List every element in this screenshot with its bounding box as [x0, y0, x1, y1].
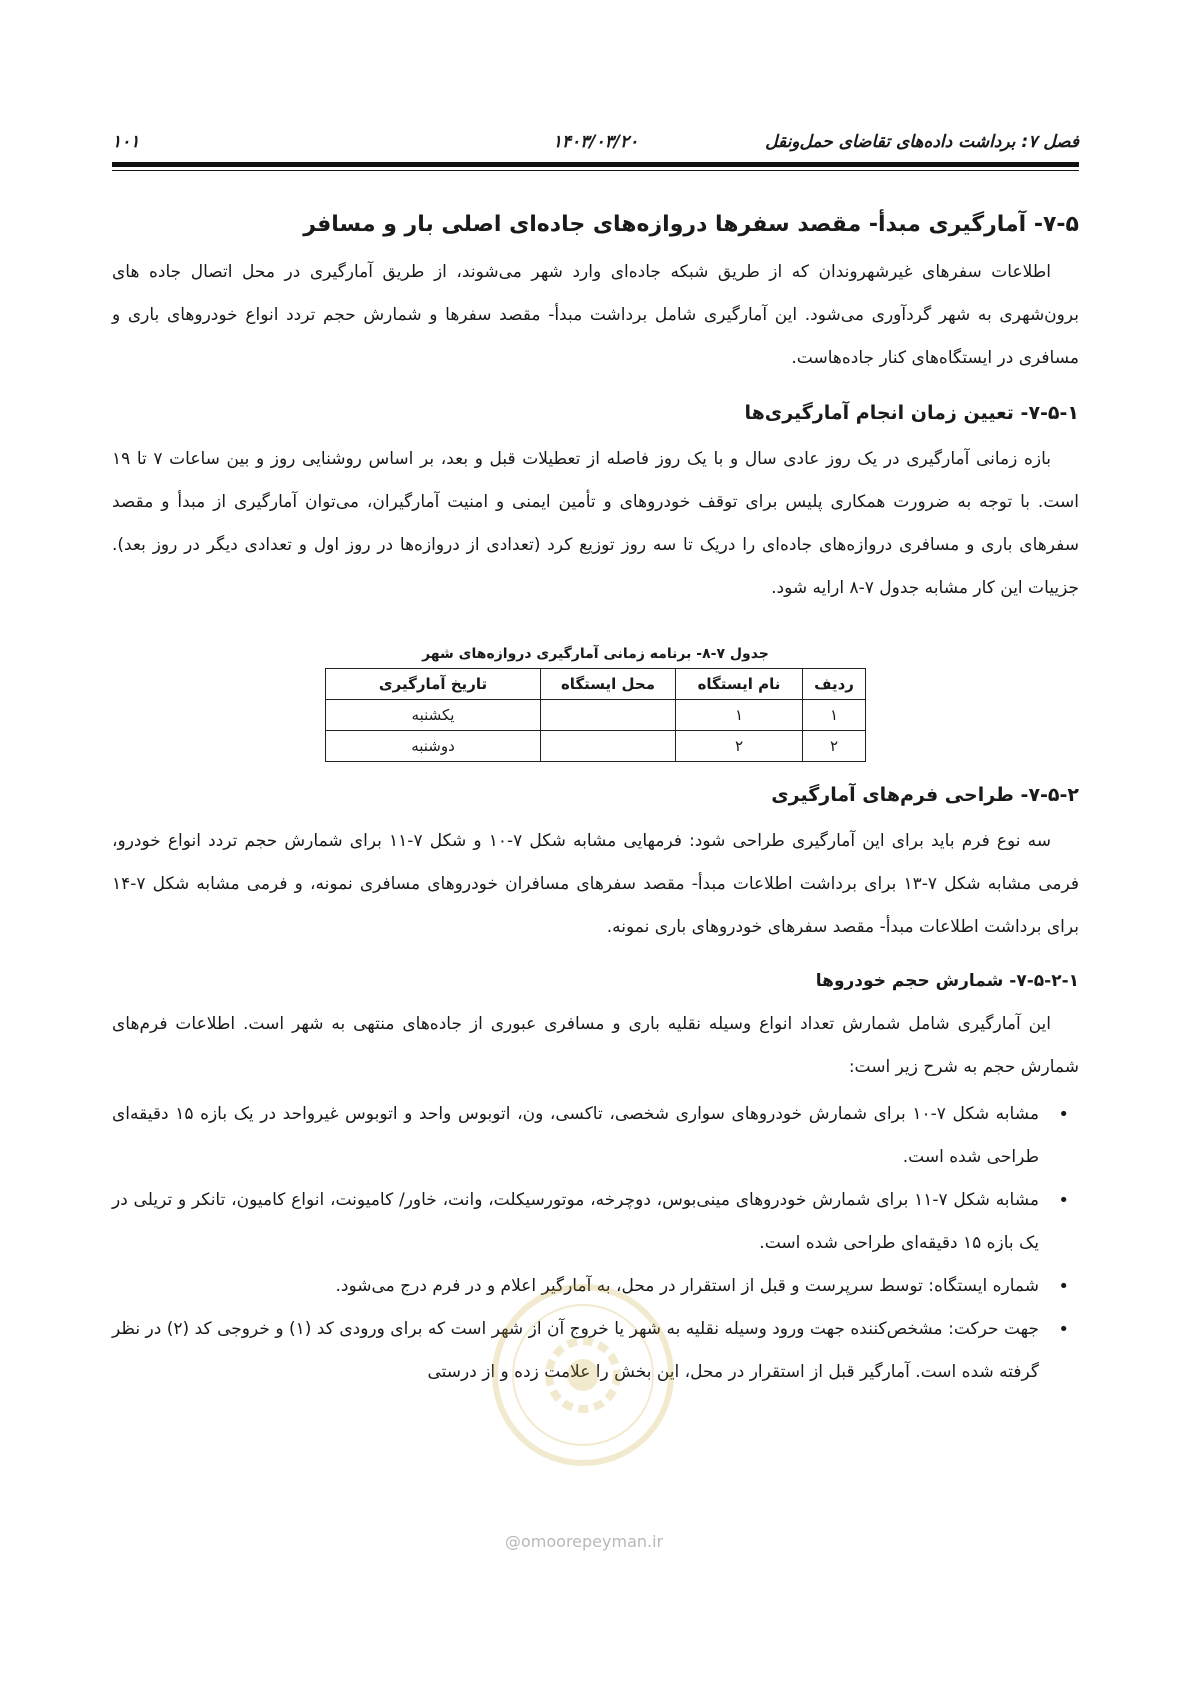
page-header [112, 128, 1079, 162]
table-cell: دوشنبه [326, 731, 541, 762]
table-header-cell: محل ایستگاه [541, 669, 676, 700]
schedule-table [325, 668, 866, 762]
table-row [326, 731, 866, 762]
table-header-cell: ردیف [803, 669, 866, 700]
table-cell: ۲ [676, 731, 803, 762]
subsection-1-text: بازه زمانی آمارگیری در یک روز عادی سال و با یک روز فاصله از تعطیلات قبل و بعد، بر اساس روشنایی روز و بین ساعات ۷ تا ۱۹ است. با توجه به ضرورت همکاری پلیس برای توقف خودروهای و تأمین ایمنی و امنیت آمارگیران، می‌توان آمارگیری از مبدأ و مقصد سفرهای باری و مسافری دروازه‌های جاده‌ای را دریک تا سه روز توزیع کرد (تعدادی از دروازه‌ها در روز اول و تعدادی دیگر در روز بعد). جزییات این کار مشابه جدول ۷-۸ ارایه شود. [112, 449, 1079, 598]
table-cell: ۲ [803, 731, 866, 762]
table-row [326, 700, 866, 731]
list-item: • مشابه شکل ۷-۱۱ برای شمارش خودروهای مینی‌بوس، دوچرخه، موتورسیکلت، وانت، خاور/ کامیونت، انواع کامیون، تانکر و تریلی در یک بازه ۱۵ دقیقه‌ای طراحی شده است. [112, 1179, 1039, 1265]
header-date: ۱۴۰۳/۰۳/۲۰ [552, 132, 639, 152]
main-content [112, 212, 1079, 1394]
list-item: • شماره ایستگاه: توسط سرپرست و قبل از استقرار در محل، به آمارگیر اعلام و در فرم درج می‌شود. [112, 1265, 1039, 1308]
list-item: • مشابه شکل ۷-۱۰ برای شمارش خودروهای سواری شخصی، تاکسی، ون، اتوبوس واحد و اتوبوس غیرواحد در یک بازه ۱۵ دقیقه‌ای طراحی شده است. [112, 1093, 1039, 1179]
table-cell: یکشنبه [326, 700, 541, 731]
page-number: ۱۰۱ [112, 132, 140, 152]
chapter-title: فصل ۷: برداشت داده‌های تقاضای حمل‌ونقل [765, 132, 1079, 152]
subsection-2-text: سه نوع فرم باید برای این آمارگیری طراحی شود: فرمهایی مشابه شکل ۷-۱۰ و شکل ۷-۱۱ برای شمارش حجم تردد انواع خودرو، فرمی مشابه شکل ۷-۱۳ برای برداشت اطلاعات مبدأ- مقصد سفرهای مسافران خودروهای مسافری نمونه، و فرمی مشابه شکل ۷-۱۴ برای برداشت اطلاعات مبدأ- مقصد سفرهای خودروهای باری نمونه. [112, 831, 1079, 937]
table-header-row [326, 669, 866, 700]
table-header-cell: نام ایستگاه [676, 669, 803, 700]
section-title: ۷-۵- آمارگیری مبدأ- مقصد سفرها دروازه‌های جاده‌ای اصلی بار و مسافر [303, 212, 1079, 237]
table-cell: ۱ [803, 700, 866, 731]
watermark-text: @omoorepeyman.ir [505, 1532, 664, 1551]
table-cell: ۱ [676, 700, 803, 731]
table-caption: جدول ۷-۸- برنامه زمانی آمارگیری دروازه‌های شهر [422, 646, 769, 662]
subsection-3-title: ۷-۵-۲-۱- شمارش حجم خودروها [815, 971, 1079, 991]
subsection-1-title: ۷-۵-۱- تعیین زمان انجام آمارگیری‌ها [744, 402, 1079, 424]
table-cell [541, 731, 676, 762]
subsection-3-text: این آمارگیری شامل شمارش تعداد انواع وسیله نقلیه باری و مسافری عبوری از جاده‌های منتهی به شهر است. اطلاعات فرم‌های شمارش حجم به شرح زیر است: [112, 1014, 1079, 1077]
header-rule-thin [112, 170, 1079, 171]
table-cell [541, 700, 676, 731]
header-rule-thick [112, 162, 1079, 167]
list-item: • جهت حرکت: مشخص‌کننده جهت ورود وسیله نقلیه به شهر یا خروج آن از شهر است که برای ورودی کد (۱) و خروجی کد (۲) در نظر گرفته شده است. آمارگیر قبل از استقرار در محل، این بخش را علامت زده و از درستی [112, 1308, 1039, 1394]
table-header-cell: تاریخ آمارگیری [326, 669, 541, 700]
subsection-2-title: ۷-۵-۲- طراحی فرم‌های آمارگیری [771, 784, 1079, 806]
bullet-list [112, 1093, 1079, 1394]
section-intro: اطلاعات سفرهای غیرشهروندان که از طریق شبکه جاده‌ای وارد شهر می‌شوند، از طریق آمارگیری در محل اتصال جاده های برون‌شهری به شهر گردآوری می‌شود. این آمارگیری شامل برداشت مبدأ- مقصد سفرها و شمارش حجم تردد انواع خودروهای باری و مسافری در ایستگاه‌های کنار جاده‌هاست. [112, 262, 1079, 368]
